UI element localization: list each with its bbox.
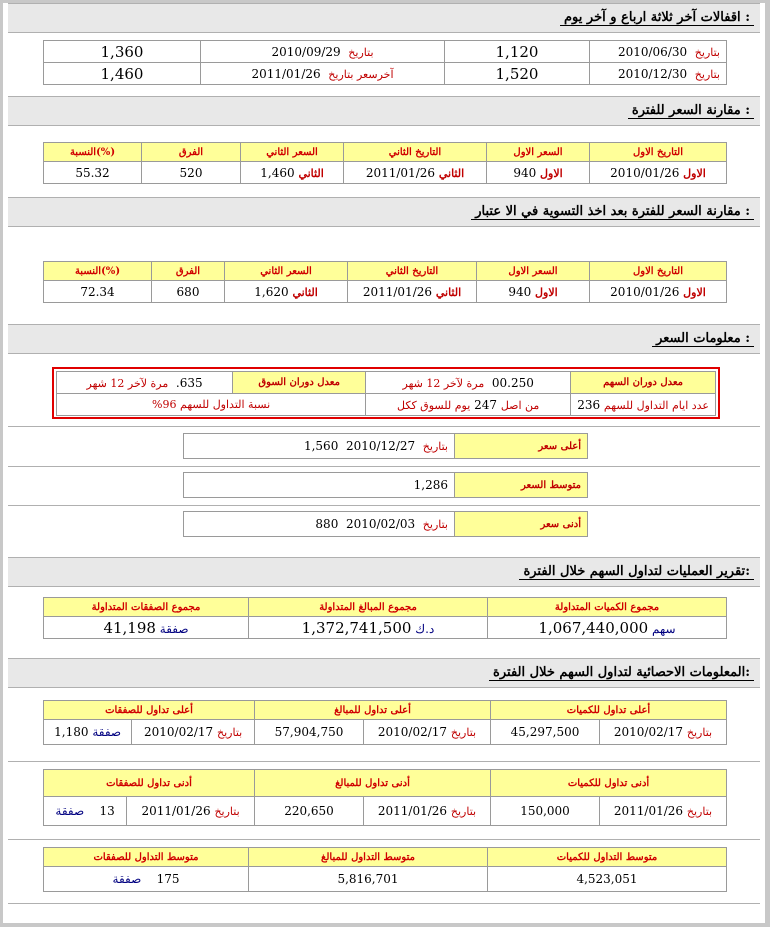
- table-row: [184, 512, 588, 537]
- low-trading-table: [43, 769, 727, 826]
- low-price-value: 880: [315, 517, 339, 531]
- col-header: التاريخ الثاني: [344, 143, 487, 162]
- qty-value: 45,297,500: [491, 720, 600, 745]
- table-row: [44, 162, 727, 184]
- low-price-date: 2010/02/03: [345, 517, 416, 531]
- col-header: السعر الاول: [487, 143, 590, 162]
- qty-value: 1,067,440,000: [538, 618, 649, 637]
- col-header: الفرق: [152, 262, 225, 281]
- pct-value: 72.34: [44, 281, 152, 303]
- date-value: 2010/01/26: [610, 284, 680, 299]
- deals-value: 41,198: [103, 618, 156, 637]
- market-turnover-value: 635.: [175, 375, 203, 390]
- deals-value: 13: [99, 804, 115, 818]
- high-price-date: 2010/12/27: [345, 439, 416, 453]
- date-label: بتاريخ: [694, 45, 720, 59]
- date-value: 2010/02/17: [613, 725, 684, 739]
- col-header: السعر الثاني: [225, 262, 348, 281]
- date-value: 2011/01/26: [362, 284, 433, 299]
- second-label: الثاني: [438, 166, 465, 180]
- first-label: الاول: [683, 285, 706, 299]
- date-label: بتاريخ: [214, 805, 240, 818]
- avg-price-label: متوسط السعر: [455, 473, 588, 498]
- col-header: التاريخ الاول: [590, 262, 727, 281]
- price-value: 940: [513, 165, 537, 180]
- second-label: الثاني: [435, 285, 462, 299]
- col-header: مجموع الكميات المتداولة: [488, 598, 727, 617]
- col-header: متوسط التداول للكميات: [488, 848, 727, 867]
- high-trading-table: [43, 700, 727, 745]
- date-label: بتاريخ: [217, 726, 243, 739]
- quarter-closings-table: [43, 40, 727, 85]
- price-value: 1,460: [260, 165, 295, 180]
- divider: [8, 466, 760, 467]
- second-label: الثاني: [298, 166, 324, 180]
- first-label: الاول: [540, 166, 563, 180]
- price-value: 1,120: [445, 41, 590, 63]
- amt-value: 1,372,741,500: [301, 618, 412, 637]
- high-price-label: أعلى سعر: [455, 434, 588, 459]
- avg-amt-value: 5,816,701: [249, 867, 488, 892]
- section-header-price-info: [8, 324, 760, 354]
- avg-qty-value: 4,523,051: [488, 867, 727, 892]
- date-value: 2010/12/30: [617, 66, 688, 81]
- date-label: بتاريخ: [450, 726, 477, 739]
- divider: [8, 903, 760, 904]
- table-row: [44, 867, 727, 892]
- divider: [8, 761, 760, 762]
- col-header: متوسط التداول للمبالغ: [249, 848, 488, 867]
- deals-unit: صفقة: [159, 621, 189, 636]
- first-label: الاول: [535, 285, 558, 299]
- high-price-table: [183, 433, 588, 459]
- col-header: مجموع المبالغ المتداولة: [249, 598, 488, 617]
- table-row: [57, 394, 716, 416]
- price-value: 1,460: [44, 63, 201, 85]
- col-header: مجموع الصفقات المتداولة: [44, 598, 249, 617]
- turnover-value: 00.250: [491, 375, 534, 390]
- qty-unit: سهم: [652, 621, 676, 636]
- section-title: مقارنة السعر للفترة :: [628, 103, 754, 119]
- col-header: أدنى تداول للمبالغ: [255, 770, 491, 797]
- section-header-operations: [8, 557, 760, 587]
- col-header: أدنى تداول للصفقات: [44, 770, 255, 797]
- first-label: الاول: [683, 166, 706, 180]
- days-value: 236: [577, 397, 601, 412]
- divider: [8, 426, 760, 427]
- price-value: 1,360: [44, 41, 201, 63]
- date-value: 2011/01/26: [377, 804, 448, 818]
- section-header-statistics: [8, 658, 760, 688]
- second-label: الثاني: [292, 285, 318, 299]
- section-title: تقرير العمليات لتداول السهم خلال الفترة:: [519, 564, 754, 580]
- trading-ratio: نسبة التداول للسهم 96%: [57, 394, 366, 416]
- col-header: أدنى تداول للكميات: [491, 770, 727, 797]
- deal-word: صفقة: [55, 804, 85, 818]
- report-frame: [3, 3, 765, 923]
- date-value: 2010/02/17: [144, 725, 214, 739]
- high-price-value: 1,560: [303, 439, 339, 453]
- diff-value: 680: [152, 281, 225, 303]
- col-header: أعلى تداول للصفقات: [44, 701, 255, 720]
- amt-value: 220,650: [255, 797, 364, 826]
- avg-deals-value: 175: [156, 872, 180, 886]
- table-row: [44, 797, 727, 826]
- col-header: التاريخ الاول: [590, 143, 727, 162]
- avg-price-value: 1,286: [184, 473, 455, 498]
- date-value: 2010/02/17: [377, 725, 448, 739]
- date-label: بتاريخ: [686, 805, 713, 818]
- date-label: بتاريخ: [348, 45, 374, 59]
- days-total: 247: [474, 397, 497, 412]
- col-header: السعر الاول: [477, 262, 590, 281]
- pct-value: 55.32: [44, 162, 142, 184]
- deal-word: صفقة: [112, 872, 142, 886]
- operations-table: [43, 597, 727, 639]
- date-label: بتاريخ: [450, 805, 477, 818]
- table-row: [184, 434, 588, 459]
- adjusted-comparison-table: [43, 261, 727, 303]
- amt-unit: د.ك: [415, 621, 435, 636]
- section-header-price-comparison: [8, 96, 760, 126]
- section-header-adjusted-comparison: [8, 197, 760, 227]
- table-row: [44, 720, 727, 745]
- turnover-table: [56, 371, 716, 416]
- date-label: بتاريخ: [686, 726, 713, 739]
- section-title: مقارنة السعر للفترة بعد اخذ التسوية في الا عتبار :: [471, 204, 754, 220]
- date-label: بتاريخ: [422, 518, 448, 531]
- header-row: [44, 262, 727, 281]
- qty-value: 150,000: [491, 797, 600, 826]
- table-row: [44, 63, 727, 85]
- col-header: الفرق: [142, 143, 241, 162]
- price-value: 940: [508, 284, 532, 299]
- price-value: 1,620: [254, 284, 289, 299]
- date-value: 2010/09/29: [271, 44, 341, 59]
- date-label: بتاريخ: [422, 440, 448, 453]
- date-value: 2011/01/26: [613, 804, 684, 818]
- market-turnover-label: معدل دوران السوق: [233, 372, 366, 394]
- section-title: معلومات السعر :: [652, 331, 754, 347]
- section-title: اقفالات آخر ثلاثة ارباع و آخر يوم :: [560, 10, 754, 26]
- header-row: [44, 143, 727, 162]
- col-header: أعلى تداول للكميات: [491, 701, 727, 720]
- avg-trading-table: [43, 847, 727, 892]
- table-row: [44, 281, 727, 303]
- date-value: 2010/06/30: [617, 44, 688, 59]
- table-row: [44, 41, 727, 63]
- col-header: السعر الثاني: [241, 143, 344, 162]
- turnover-suffix: مرة لآخر 12 شهر: [402, 376, 485, 390]
- avg-price-table: [183, 472, 588, 498]
- days-of-label: من اصل: [500, 398, 540, 412]
- divider: [8, 505, 760, 506]
- col-header: (%)النسبة: [44, 262, 152, 281]
- last-price-label: آخرسعر بتاريخ: [328, 67, 394, 81]
- date-value: 2010/01/26: [610, 165, 680, 180]
- deals-value: 1,180: [54, 725, 89, 739]
- table-row: [44, 617, 727, 639]
- deal-word: صفقة: [92, 725, 122, 739]
- date-value: 2011/01/26: [141, 804, 211, 818]
- section-header-last-quarters: [8, 3, 760, 33]
- col-header: متوسط التداول للصفقات: [44, 848, 249, 867]
- price-value: 1,520: [445, 63, 590, 85]
- col-header: التاريخ الثاني: [348, 262, 477, 281]
- header-row: [44, 848, 727, 867]
- col-header: أعلى تداول للمبالغ: [255, 701, 491, 720]
- price-comparison-table: [43, 142, 727, 184]
- amt-value: 57,904,750: [255, 720, 364, 745]
- low-price-table: [183, 511, 588, 537]
- header-row: [44, 701, 727, 720]
- low-price-label: أدنى سعر: [455, 512, 588, 537]
- days-suffix: يوم للسوق ككل: [397, 398, 471, 412]
- table-row: [184, 473, 588, 498]
- date-label: بتاريخ: [694, 67, 720, 81]
- turnover-box: [52, 367, 720, 419]
- diff-value: 520: [142, 162, 241, 184]
- section-title: المعلومات الاحصائية لتداول السهم خلال الفترة:: [489, 665, 754, 681]
- date-value: 2011/01/26: [251, 66, 321, 81]
- col-header: (%)النسبة: [44, 143, 142, 162]
- market-turnover-suffix: مرة لآخر 12 شهر: [86, 376, 169, 390]
- divider: [8, 839, 760, 840]
- date-value: 2011/01/26: [365, 165, 436, 180]
- days-label: عدد ايام التداول للسهم: [603, 398, 709, 412]
- header-row: [44, 598, 727, 617]
- turnover-label: معدل دوران السهم: [571, 372, 716, 394]
- table-row: [57, 372, 716, 394]
- header-row: [44, 770, 727, 797]
